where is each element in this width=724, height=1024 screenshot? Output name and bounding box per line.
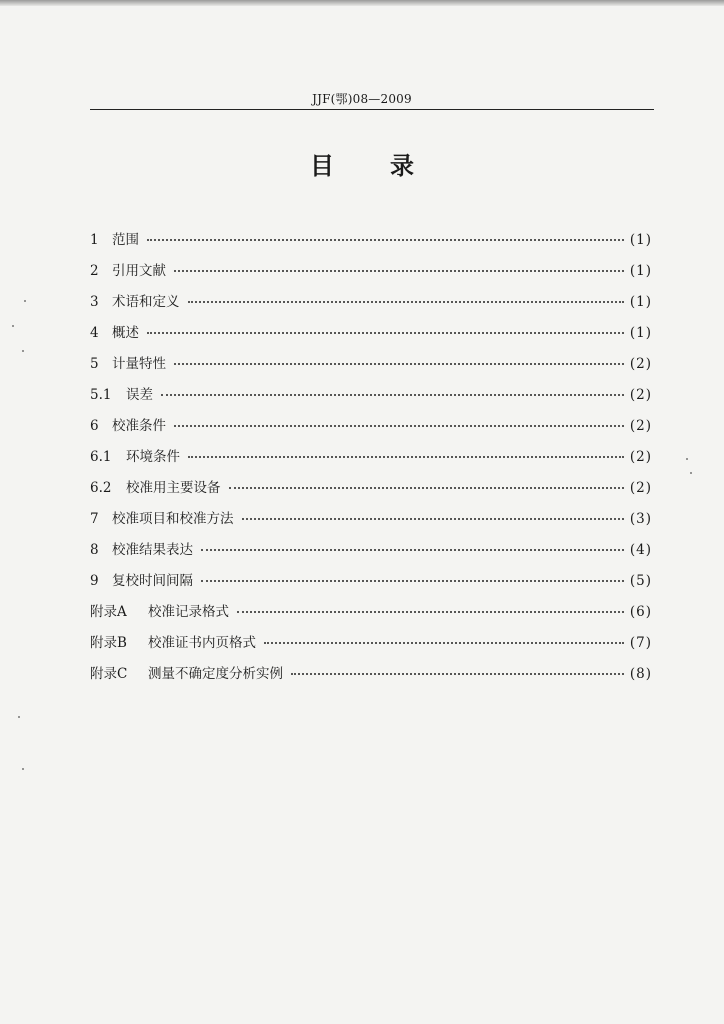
- toc-entry-page: (1): [629, 325, 652, 341]
- toc-title-char-2: 录: [390, 152, 414, 180]
- toc-entry[interactable]: [90, 228, 652, 259]
- toc-entry-page: (2): [629, 480, 652, 496]
- toc-entry-page: (1): [629, 232, 652, 248]
- toc-entry-label: 校准项目和校准方法: [112, 511, 234, 527]
- toc-leader: [161, 394, 624, 396]
- toc-leader: [147, 332, 624, 334]
- toc-entry[interactable]: [90, 507, 652, 538]
- toc-entry[interactable]: [90, 383, 652, 414]
- toc-leader: [174, 425, 624, 427]
- toc-leader: [201, 549, 624, 551]
- toc-entry-label: 概述: [112, 325, 139, 341]
- scan-speck: [686, 458, 688, 460]
- toc-entry-number: 2: [90, 263, 99, 279]
- toc-entry-label: 引用文献: [112, 263, 166, 279]
- toc-entry-label: 校准证书内页格式: [148, 635, 256, 651]
- toc-entry-number: 附录C: [90, 666, 128, 682]
- toc-entry-number: 5: [90, 356, 99, 372]
- document-code: JJF(鄂)08—2009: [312, 92, 412, 106]
- scan-speck: [22, 350, 24, 352]
- toc-entry[interactable]: [90, 321, 652, 352]
- toc-entry-label: 校准条件: [112, 418, 166, 434]
- toc-entry-label: 计量特性: [112, 356, 166, 372]
- toc-entry-number: 8: [90, 542, 99, 558]
- toc-entry-page: (6): [629, 604, 652, 620]
- toc-entry[interactable]: [90, 476, 652, 507]
- toc-entry-number: 附录B: [90, 635, 127, 651]
- toc-entry-label: 校准用主要设备: [126, 480, 221, 496]
- scan-speck: [18, 716, 20, 718]
- scan-speck: [22, 768, 24, 770]
- toc-title-char-1: 目: [310, 152, 334, 180]
- toc-entry[interactable]: [90, 414, 652, 445]
- toc-entry-page: (1): [629, 263, 652, 279]
- toc-entry-label: 误差: [126, 387, 153, 403]
- toc-entry-number: 9: [90, 573, 99, 589]
- toc-entry-label: 术语和定义: [112, 294, 180, 310]
- toc-leader: [188, 301, 624, 303]
- scan-speck: [24, 300, 26, 302]
- toc-leader: [147, 239, 624, 241]
- toc-entry-number: 1: [90, 232, 99, 248]
- toc-entry-page: (8): [629, 666, 652, 682]
- toc-entry[interactable]: [90, 290, 652, 321]
- toc-entry-page: (2): [629, 418, 652, 434]
- toc-leader: [242, 518, 624, 520]
- scan-speck: [690, 472, 692, 474]
- header-rule: [90, 109, 654, 110]
- toc-entry-number: 附录A: [90, 604, 127, 620]
- toc-leader: [188, 456, 624, 458]
- toc-entry-label: 环境条件: [126, 449, 180, 465]
- toc-entry[interactable]: [90, 259, 652, 290]
- toc-entry-number: 7: [90, 511, 99, 527]
- toc-entry-page: (2): [629, 387, 652, 403]
- toc-entry[interactable]: [90, 569, 652, 600]
- toc-entry-number: 6.1: [90, 449, 112, 465]
- toc-entry-number: 3: [90, 294, 99, 310]
- toc-entry[interactable]: [90, 352, 652, 383]
- toc-entry[interactable]: [90, 600, 652, 631]
- scan-edge: [0, 0, 724, 6]
- toc-entry-label: 校准记录格式: [148, 604, 229, 620]
- toc-entry-page: (2): [629, 449, 652, 465]
- toc-entry-label: 校准结果表达: [112, 542, 193, 558]
- toc-leader: [229, 487, 624, 489]
- toc-entry-label: 复校时间间隔: [112, 573, 193, 589]
- toc-entry-page: (1): [629, 294, 652, 310]
- toc-entry[interactable]: [90, 538, 652, 569]
- toc-entry-label: 测量不确定度分析实例: [148, 666, 283, 682]
- toc-leader: [174, 363, 624, 365]
- toc-entry-page: (5): [629, 573, 652, 589]
- toc-leader: [237, 611, 624, 613]
- toc-leader: [174, 270, 624, 272]
- toc-entry[interactable]: [90, 662, 652, 693]
- toc-entry-page: (4): [629, 542, 652, 558]
- toc-entry-number: 5.1: [90, 387, 112, 403]
- toc-entry-label: 范围: [112, 232, 139, 248]
- toc-title: [0, 146, 724, 181]
- toc-leader: [201, 580, 624, 582]
- scan-speck: [12, 325, 14, 327]
- toc-entry[interactable]: [90, 445, 652, 476]
- toc-entry-page: (3): [629, 511, 652, 527]
- toc-leader: [291, 673, 624, 675]
- toc-entry-page: (2): [629, 356, 652, 372]
- toc-leader: [264, 642, 624, 644]
- toc-entry[interactable]: [90, 631, 652, 662]
- table-of-contents: [90, 228, 652, 693]
- toc-entry-number: 6.2: [90, 480, 112, 496]
- toc-entry-page: (7): [629, 635, 652, 651]
- toc-entry-number: 4: [90, 325, 99, 341]
- toc-entry-number: 6: [90, 418, 99, 434]
